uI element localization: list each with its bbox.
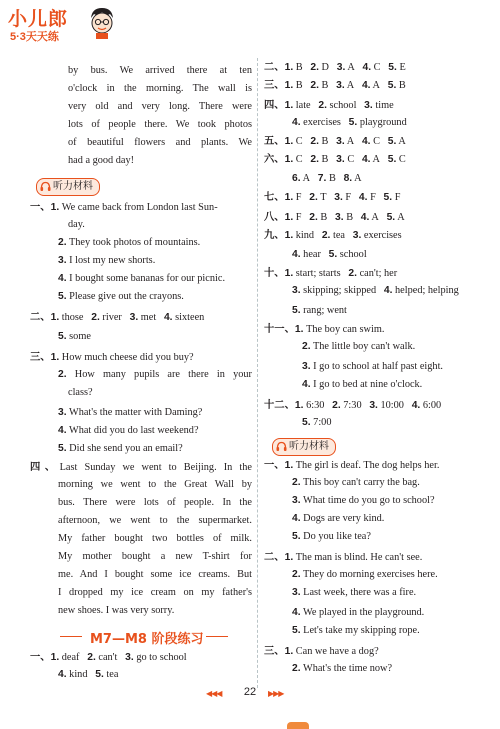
item-number: 2. bbox=[302, 341, 311, 352]
listening-badge bbox=[272, 438, 336, 456]
item-text: A bbox=[346, 80, 355, 91]
question-row bbox=[58, 442, 183, 456]
passage-line: My mother bought a new T-shirt for bbox=[58, 551, 252, 562]
item-text: 6:30 bbox=[306, 400, 325, 411]
item-text: Let's take my skipping rope. bbox=[303, 625, 420, 636]
section-label: 三、 bbox=[264, 645, 285, 657]
item-text: E bbox=[399, 62, 406, 73]
answer-row bbox=[264, 228, 402, 243]
column-divider bbox=[257, 58, 258, 688]
question-row bbox=[58, 254, 155, 268]
item-number: 5. bbox=[387, 136, 397, 147]
question-row bbox=[292, 476, 420, 490]
item-number: 1. bbox=[284, 552, 294, 563]
item-text: What's the time now? bbox=[302, 663, 393, 674]
item-text: Dogs are very kind. bbox=[303, 513, 385, 524]
item-text: A bbox=[371, 212, 379, 223]
item-number: 5. bbox=[292, 531, 301, 542]
item-text: A bbox=[354, 173, 362, 184]
item-number: 4. bbox=[361, 136, 371, 147]
item-text: B bbox=[295, 80, 303, 91]
item-text: exercises bbox=[363, 230, 402, 241]
section-label: 九、 bbox=[264, 229, 285, 241]
page-number: 22 bbox=[243, 686, 257, 698]
item-text: F bbox=[394, 192, 401, 203]
item-number: 1. bbox=[294, 400, 304, 411]
section-label: 四、 bbox=[30, 461, 60, 473]
item-text: They do morning exercises here. bbox=[302, 569, 438, 580]
item-number: 4. bbox=[292, 117, 301, 128]
section-label: 五、 bbox=[264, 135, 285, 147]
section-label: 一、 bbox=[30, 201, 51, 213]
question-row bbox=[292, 568, 438, 582]
item-number: 2. bbox=[58, 369, 67, 380]
item-number: 3. bbox=[292, 587, 301, 598]
item-text: F bbox=[370, 192, 376, 203]
answer-row bbox=[264, 210, 405, 225]
item-text: Can we have a dog? bbox=[295, 646, 379, 657]
answer-row bbox=[264, 190, 400, 205]
item-text: skipping; skipped bbox=[303, 285, 377, 296]
section-label: 二、 bbox=[30, 311, 51, 323]
answer-row bbox=[302, 360, 443, 374]
page-tab bbox=[287, 722, 309, 729]
question-row bbox=[58, 424, 199, 438]
item-number: 2. bbox=[348, 268, 357, 279]
question-row bbox=[58, 368, 252, 382]
answer-row bbox=[264, 60, 406, 75]
passage-line: by bus. We arrived there at ten bbox=[68, 65, 252, 76]
item-text: deaf bbox=[61, 652, 80, 663]
item-text: What's the matter with Daming? bbox=[68, 407, 203, 418]
answer-row bbox=[58, 330, 91, 344]
item-text: time bbox=[375, 100, 394, 111]
item-number: 2. bbox=[310, 136, 319, 147]
item-text: tea bbox=[332, 230, 345, 241]
item-number: 3. bbox=[336, 136, 345, 147]
item-number: 4. bbox=[292, 513, 301, 524]
item-text: This boy can't carry the bag. bbox=[302, 477, 420, 488]
passage-line: afternoon, we went to the supermarket. bbox=[58, 515, 252, 526]
item-text: B bbox=[320, 212, 328, 223]
item-number: 5. bbox=[292, 305, 301, 316]
brand-logo bbox=[8, 4, 118, 48]
page-footer bbox=[0, 686, 500, 706]
answer-row bbox=[292, 172, 362, 186]
prev-arrows-icon: ◀◀◀ bbox=[206, 689, 222, 698]
item-number: 3. bbox=[125, 652, 134, 663]
item-number: 3. bbox=[336, 62, 346, 73]
item-number: 1. bbox=[284, 460, 294, 471]
answer-row bbox=[302, 416, 331, 430]
item-text: A bbox=[372, 154, 380, 165]
listening-label: 听力材料 bbox=[53, 181, 93, 192]
passage-line: very old and very long. There were bbox=[68, 101, 252, 112]
item-number: 2. bbox=[310, 80, 319, 91]
item-text: How many pupils are there in your bbox=[74, 369, 252, 380]
item-text: C bbox=[373, 136, 380, 147]
item-number: 5. bbox=[388, 62, 397, 73]
item-text: can't bbox=[98, 652, 118, 663]
item-number: 4. bbox=[58, 425, 67, 436]
item-number: 4. bbox=[292, 249, 301, 260]
passage-line: had a good day! bbox=[68, 155, 135, 166]
item-text: We played in the playground. bbox=[302, 607, 425, 618]
section-label: 三、 bbox=[264, 79, 285, 91]
item-text: I bought some bananas for our picnic. bbox=[69, 273, 226, 284]
question-row bbox=[58, 406, 202, 420]
item-text: tea bbox=[106, 669, 119, 680]
item-text: those bbox=[61, 312, 84, 323]
item-text: I lost my new shorts. bbox=[69, 255, 156, 266]
item-number: 2. bbox=[91, 312, 100, 323]
item-text: B bbox=[328, 173, 336, 184]
item-text: Did she send you an email? bbox=[69, 443, 183, 454]
question-row bbox=[292, 530, 371, 544]
item-number: 5. bbox=[348, 117, 358, 128]
item-text: B bbox=[398, 80, 406, 91]
item-number: 3. bbox=[369, 400, 378, 411]
passage-line: o'clock in the morning. The wall is bbox=[68, 83, 252, 94]
item-text: kind bbox=[69, 669, 88, 680]
item-number: 3. bbox=[58, 255, 67, 266]
item-text: A bbox=[347, 62, 355, 73]
section-label: 二、 bbox=[264, 61, 285, 73]
item-text: kind bbox=[295, 230, 315, 241]
item-text: T bbox=[320, 192, 327, 203]
item-text: can't; her bbox=[359, 268, 398, 279]
item-text: class? bbox=[68, 387, 93, 398]
item-number: 5. bbox=[328, 249, 338, 260]
item-text: playground bbox=[359, 117, 407, 128]
item-text: day. bbox=[68, 219, 85, 230]
question-row bbox=[292, 586, 416, 600]
item-text: The little boy can't walk. bbox=[312, 341, 416, 352]
section-label: 四、 bbox=[264, 99, 285, 111]
item-number: 3. bbox=[302, 361, 311, 372]
answer-row bbox=[264, 134, 406, 149]
answer-row bbox=[302, 378, 422, 392]
item-text: The girl is deaf. The dog helps her. bbox=[295, 460, 440, 471]
item-text: A bbox=[302, 173, 311, 184]
item-text: C bbox=[295, 154, 303, 165]
item-number: 1. bbox=[284, 192, 294, 203]
item-number: 3. bbox=[352, 230, 362, 241]
item-text: go to school bbox=[136, 652, 187, 663]
passage-line: me. And I bought some ice creams. But bbox=[58, 569, 252, 580]
passage-line: bus. There were lots of people. In the bbox=[58, 497, 252, 508]
item-number: 5. bbox=[387, 80, 397, 91]
item-number: 4. bbox=[383, 285, 393, 296]
question-row bbox=[292, 606, 424, 620]
item-text: A bbox=[346, 136, 355, 147]
item-text: late bbox=[295, 100, 311, 111]
item-text: hear bbox=[303, 249, 321, 260]
passage-line bbox=[30, 460, 252, 475]
item-text: 7:30 bbox=[343, 400, 362, 411]
item-text: Please give out the crayons. bbox=[69, 291, 184, 302]
item-text: I go to bed at nine o'clock. bbox=[313, 379, 423, 390]
item-text: 6:00 bbox=[422, 400, 442, 411]
item-number: 4. bbox=[58, 273, 67, 284]
passage-line: new shoes. I was very sorry. bbox=[58, 605, 175, 616]
item-text: B bbox=[295, 62, 303, 73]
item-text: start; starts bbox=[295, 268, 341, 279]
passage-line: of beautiful flowers and plants. We bbox=[68, 137, 252, 148]
item-number: 4. bbox=[411, 400, 421, 411]
answer-row bbox=[264, 398, 441, 413]
question-row bbox=[58, 290, 184, 304]
item-text: 7:00 bbox=[313, 417, 332, 428]
item-number: 3. bbox=[292, 495, 301, 506]
section-label: 一、 bbox=[30, 651, 51, 663]
item-number: 1. bbox=[284, 230, 294, 241]
item-text: 10:00 bbox=[380, 400, 404, 411]
headphones-icon bbox=[276, 441, 287, 452]
stage-heading: M7—M8 阶段练习 bbox=[90, 632, 204, 647]
item-number: 1. bbox=[50, 202, 60, 213]
section-label: 十一、 bbox=[264, 323, 295, 335]
item-text: F bbox=[295, 212, 302, 223]
listening-label: 听力材料 bbox=[289, 441, 329, 452]
item-number: 2. bbox=[309, 192, 318, 203]
question-row bbox=[58, 236, 200, 250]
item-number: 2. bbox=[292, 477, 301, 488]
passage-line: My father bought two bottles of milk. bbox=[58, 533, 252, 544]
item-text: B bbox=[346, 212, 354, 223]
item-text: What time do you go to school? bbox=[302, 495, 435, 506]
item-text: C bbox=[295, 136, 303, 147]
item-text: How much cheese did you buy? bbox=[61, 352, 194, 363]
item-number: 3. bbox=[58, 407, 67, 418]
item-number: 5. bbox=[58, 443, 67, 454]
item-number: 7. bbox=[317, 173, 327, 184]
question-row bbox=[292, 662, 392, 676]
section-label: 七、 bbox=[264, 191, 285, 203]
item-text: A bbox=[372, 80, 380, 91]
answer-row bbox=[58, 668, 118, 682]
item-number: 1. bbox=[284, 62, 294, 73]
item-number: 3. bbox=[129, 312, 139, 323]
item-text: sixteen bbox=[175, 312, 205, 323]
item-text: The boy can swim. bbox=[306, 324, 385, 335]
item-number: 4. bbox=[292, 607, 301, 618]
item-text: C bbox=[347, 154, 355, 165]
answer-row bbox=[30, 310, 204, 325]
item-number: 1. bbox=[284, 136, 294, 147]
item-number: 2. bbox=[292, 663, 301, 674]
item-number: 1. bbox=[284, 646, 294, 657]
answer-row bbox=[292, 304, 347, 318]
headphones-icon bbox=[40, 181, 51, 192]
item-number: 6. bbox=[292, 173, 301, 184]
section-label: 十、 bbox=[264, 267, 285, 279]
item-text: What did you do last weekend? bbox=[68, 425, 199, 436]
item-text: A bbox=[397, 212, 405, 223]
mascot-icon bbox=[88, 6, 116, 40]
item-text: school bbox=[339, 249, 367, 260]
item-number: 2. bbox=[321, 230, 331, 241]
item-text: some bbox=[69, 331, 91, 342]
item-text: helped; helping bbox=[395, 285, 459, 296]
answer-row bbox=[264, 152, 406, 167]
item-number: 1. bbox=[284, 212, 294, 223]
item-text: B bbox=[321, 154, 329, 165]
item-number: 1. bbox=[284, 100, 294, 111]
item-number: 1. bbox=[50, 352, 60, 363]
item-number: 1. bbox=[284, 154, 294, 165]
section-label: 六、 bbox=[264, 153, 285, 165]
item-number: 5. bbox=[387, 154, 397, 165]
item-number: 3. bbox=[292, 285, 301, 296]
item-number: 5. bbox=[302, 417, 311, 428]
item-number: 2. bbox=[58, 237, 67, 248]
listening-badge bbox=[36, 178, 100, 196]
item-text: F bbox=[295, 192, 302, 203]
item-number: 4. bbox=[358, 192, 368, 203]
answer-row bbox=[264, 98, 394, 113]
heading-rule bbox=[206, 636, 228, 637]
item-number: 3. bbox=[335, 212, 344, 223]
question-row bbox=[58, 272, 225, 286]
item-text: C bbox=[398, 154, 406, 165]
answer-row bbox=[292, 284, 459, 298]
next-arrows-icon: ▶▶▶ bbox=[268, 689, 284, 698]
item-number: 5. bbox=[386, 212, 396, 223]
item-number: 8. bbox=[343, 173, 353, 184]
section-label: 十二、 bbox=[264, 399, 295, 411]
item-number: 1. bbox=[294, 324, 304, 335]
item-text: We came back from London last Sun- bbox=[61, 202, 218, 213]
answer-row bbox=[264, 266, 397, 281]
passage-line: I dropped my ice cream on my father's bbox=[58, 587, 252, 598]
item-number: 1. bbox=[50, 312, 60, 323]
item-number: 3. bbox=[336, 154, 345, 165]
question-row bbox=[30, 350, 194, 365]
item-text: Last week, there was a fire. bbox=[303, 587, 417, 598]
item-number: 4. bbox=[302, 379, 311, 390]
item-number: 5. bbox=[292, 625, 301, 636]
item-text: They took photos of mountains. bbox=[68, 237, 201, 248]
item-text: C bbox=[373, 62, 381, 73]
answer-row bbox=[30, 650, 187, 665]
section-label: 八、 bbox=[264, 211, 285, 223]
item-number: 5. bbox=[58, 331, 67, 342]
question-row bbox=[264, 550, 422, 565]
item-text: B bbox=[321, 136, 329, 147]
item-number: 5. bbox=[58, 291, 67, 302]
passage-line: lots of people there. We took photos bbox=[68, 119, 252, 130]
item-number: 3. bbox=[336, 80, 345, 91]
passage-text: Last Sunday we went to Beijing. In the bbox=[59, 462, 253, 473]
question-row bbox=[292, 512, 384, 526]
passage-line: morning we went to the Great Wall by bbox=[58, 479, 252, 490]
answer-row bbox=[264, 78, 406, 93]
item-text: I go to school at half past eight. bbox=[313, 361, 443, 372]
section-label: 一、 bbox=[264, 459, 285, 471]
question-row bbox=[292, 624, 420, 638]
answer-row bbox=[264, 322, 384, 337]
item-number: 2. bbox=[309, 212, 318, 223]
item-number: 2. bbox=[332, 400, 341, 411]
answer-row bbox=[292, 248, 367, 262]
item-number: 4. bbox=[361, 80, 371, 91]
question-row bbox=[264, 644, 379, 659]
item-number: 1. bbox=[50, 652, 60, 663]
item-number: 2. bbox=[87, 652, 96, 663]
item-text: river bbox=[102, 312, 122, 323]
item-text: met bbox=[140, 312, 157, 323]
item-number: 4. bbox=[163, 312, 173, 323]
item-number: 4. bbox=[361, 154, 371, 165]
brand-title: 小儿郎 bbox=[8, 9, 69, 30]
item-number: 4. bbox=[360, 212, 370, 223]
item-text: Do you like tea? bbox=[303, 531, 371, 542]
question-row bbox=[292, 494, 435, 508]
item-number: 2. bbox=[292, 569, 301, 580]
item-text: rang; went bbox=[303, 305, 347, 316]
item-text: B bbox=[321, 80, 329, 91]
answer-row bbox=[302, 340, 415, 354]
item-text: The man is blind. He can't see. bbox=[295, 552, 423, 563]
item-number: 4. bbox=[362, 62, 372, 73]
question-row bbox=[30, 200, 218, 215]
answer-row bbox=[292, 116, 407, 130]
brand-series: 5·3天天练 bbox=[10, 31, 59, 43]
item-number: 5. bbox=[383, 192, 393, 203]
item-number: 2. bbox=[318, 100, 327, 111]
section-label: 三、 bbox=[30, 351, 51, 363]
item-number: 1. bbox=[284, 268, 294, 279]
item-text: exercises bbox=[303, 117, 341, 128]
item-text: school bbox=[329, 100, 357, 111]
item-number: 3. bbox=[334, 192, 343, 203]
item-number: 1. bbox=[284, 80, 294, 91]
item-number: 2. bbox=[310, 62, 319, 73]
item-number: 5. bbox=[95, 669, 104, 680]
item-number: 2. bbox=[310, 154, 319, 165]
item-number: 3. bbox=[364, 100, 373, 111]
item-number: 4. bbox=[58, 669, 67, 680]
item-text: F bbox=[345, 192, 352, 203]
item-text: A bbox=[398, 136, 406, 147]
section-label: 二、 bbox=[264, 551, 285, 563]
heading-rule bbox=[60, 636, 82, 637]
question-row bbox=[264, 458, 439, 473]
item-text: D bbox=[321, 62, 329, 73]
